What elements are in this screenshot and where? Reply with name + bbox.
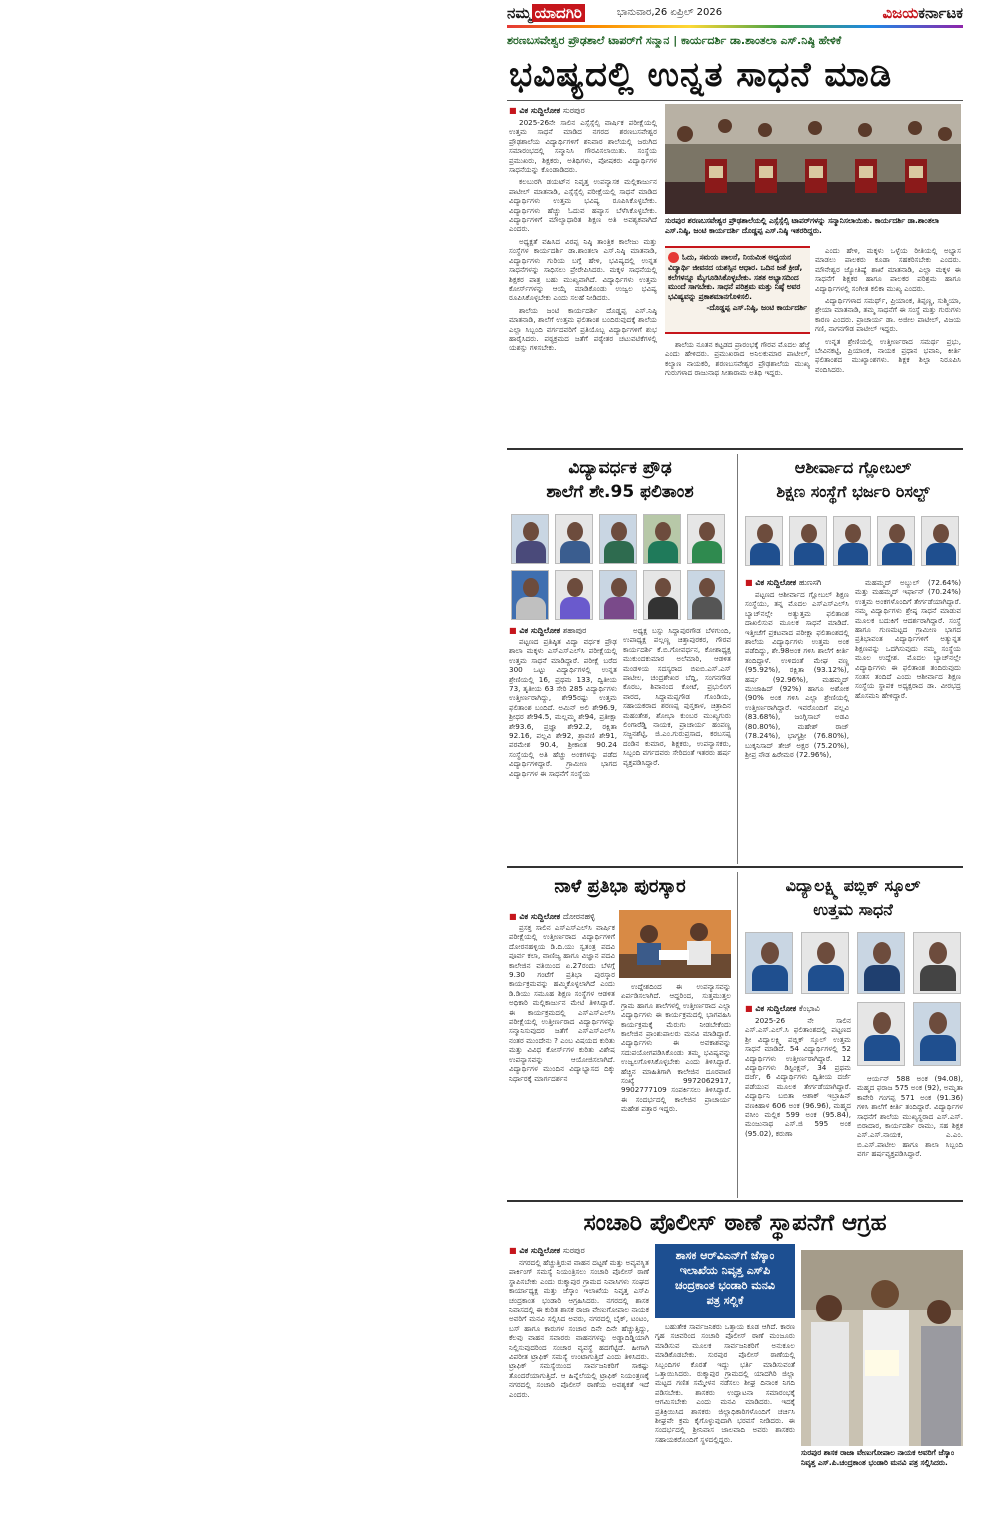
story5-headline <box>743 874 963 922</box>
paragraph: ನಗರದಲ್ಲಿ ಹೆಚ್ಚುತ್ತಿರುವ ವಾಹನ ದಟ್ಟಣೆ ಮತ್ತು ಅವ್ಯವಸ್ಥಿತ ಪಾರ್ಕಿಂಗ್ ಸಮಸ್ಯೆ ನಿಯಂತ್ರಿಸಲು ಸಂಚಾರಿ ಪೊಲೀಸ್ ಠಾಣೆ ಸ್ಥಾಪಿಸಬೇಕು ಎಂದು ರುಕ್ಮಾಪುರ ಗ್ರಾಮದ ನಿವಾಸಿಗಳು ಸಂಘದ ಕಾರ್ಯಾಧ್ಯಕ್ಷ ಮತ್ತು ಜೆಸ್ಕಾಂ ಇಲಾಖೆಯ ನಿವೃತ್ತ ಎಸ್‌ಪಿ ಚಂದ್ರಕಾಂತ ಭಂಡಾರಿ ಆಗ್ರಹಿಸಿದರು. ನಗರದಲ್ಲಿ ಶಾಸಕ ನಿವಾಸದಲ್ಲಿ ಈ ಕುರಿತ ಶಾಸಕ ರಾಜಾ ವೇಣುಗೋಪಾಲ ನಾಯಕ ಅವರಿಗೆ ಮನವಿ ಸಲ್ಲಿಸಿದ ಅವರು, ನಗರದಲ್ಲಿ ಬೈಕ್, ಟಂಟಂ, ಬಸ್ ಹಾಗೂ ಕಾರುಗಳ ಸಂಚಾರ ದಿನೇ ದಿನೇ ಹೆಚ್ಚುತ್ತಿದ್ದು, ಕೆಲವು ವಾಹನ ಸವಾರರು ವಾಹನಗಳನ್ನು ಅಡ್ಡಾದಿಡ್ಡಿಯಾಗಿ ನಿಲ್ಲಿಸುವುದರಿಂದ ಸಂಚಾರ ವ್ಯವಸ್ಥೆ ಹದಗೆಟ್ಟಿದೆ. ಹೀಗಾಗಿ ವಿಪರೀತ ಟ್ರಾಫಿಕ್ ಸಮಸ್ಯೆ ಉಂಟಾಗುತ್ತಿದೆ ಎಂದು ತಿಳಿಸಿದರು. ಟ್ರಾಫಿಕ್ ಸಮಸ್ಯೆಯಿಂದ ಸಾರ್ವಜನಿಕರಿಗೆ ಸಾಕಷ್ಟು ತೊಂದರೆಯಾಗುತ್ತಿದೆ. ಆ ಹಿನ್ನೆಲೆಯಲ್ಲಿ ಟ್ರಾಫಿಕ್ ನಿಯಂತ್ರಣಕ್ಕೆ ನಗರದಲ್ಲಿ ಸಂಚಾರಿ ಪೊಲೀಸ್ ಠಾಣೆಯ ಅವಶ್ಯಕತೆ ಇದೆ ಎಂದರು. <box>509 1258 649 1399</box>
story4-column-2 <box>621 982 731 1195</box>
byline-org: ವಿಕ ಸುದ್ದಿಲೋಕ <box>519 106 561 115</box>
paragraph: ಪ್ರಸಕ್ತ ಸಾಲಿನ ಎಸ್‌ಎಸ್‌ಎಲ್‌ಸಿ ವಾರ್ಷಿಕ ಪರೀಕ್ಷೆಯಲ್ಲಿ ಉತ್ತೀರ್ಣರಾದ ವಿದ್ಯಾರ್ಥಿಗಳಿಗೆ ದೋರನಹಳ್ಳಿಯ ಡಿ.ದಿ.ಯು ಸ್ವತಂತ್ರ ಪದವಿ ಪೂರ್ವ ಕಲಾ, ವಾಣಿಜ್ಯ ಹಾಗೂ ವಿಜ್ಞಾನ ಪದವಿ ಕಾಲೇಜಿನ ವತಿಯಿಂದ ಏ.27ರಂದು ಬೆಳಗ್ಗೆ 9.30 ಗಂಟೆಗೆ ಪ್ರತಿಭಾ ಪುರಸ್ಕಾರ ಕಾರ್ಯಕ್ರಮವನ್ನು ಹಮ್ಮಿಕೊಳ್ಳಲಾಗಿದೆ ಎಂದು ಡಿ.ಡಿಯು ಸಮೂಹ ಶಿಕ್ಷಣ ಸಂಸ್ಥೆಗಳ ಆಡಳಿತ ಅಧಿಕಾರಿ ಮಲ್ಲಿಕಾರ್ಜುನ ಮೇಟಿ ತಿಳಿಸಿದ್ದಾರೆ. ಈ ಕಾರ್ಯಕ್ರಮದಲ್ಲಿ ಎಸ್‌ಎಸ್‌ಎಲ್‌ಸಿ ಪರೀಕ್ಷೆಯಲ್ಲಿ ಉತ್ತೀರ್ಣರಾದ ವಿದ್ಯಾರ್ಥಿಗಳನ್ನು ಸನ್ಮಾನಿಸುವುದರ ಜತೆಗೆ ಎಸ್‌ಎಸ್‌ಎಲ್‌ಸಿ ನಂತರ ಮುಂದೇನು ? ಎಂಬ ವಿಷಯದ ಕುರಿತು ಮತ್ತು ವಿವಿಧ ಕೋರ್ಸ್‌ಗಳ ಕುರಿತು ವಿಶೇಷ ಉಪನ್ಯಾಸವನ್ನು ಆಯೋಜಿಸಲಾಗಿದೆ. ವಿದ್ಯಾರ್ಥಿಗಳ ಮುಂದಿನ ವಿದ್ಯಾಭ್ಯಾಸದ ದಿಕ್ಕು ನಿರ್ಧಾರಕ್ಕೆ ಮಾರ್ಗದರ್ಶನ <box>509 923 615 1083</box>
lead-kicker: ಶರಣಬಸವೇಶ್ವರ ಪ್ರೌಢಶಾಲೆ ಟಾಪರ್‌ಗೆ ಸನ್ಮಾನ | ಕಾರ್ಯದರ್ಶಿ ಡಾ.ಶಾಂತಲಾ ಎಸ್.ನಿಷ್ಠಿ ಹೇಳಿಕೆ <box>507 34 842 47</box>
student-photo <box>599 514 637 564</box>
story3-student-photos <box>745 516 963 570</box>
felicitation-photo-illustration <box>665 104 961 214</box>
student-photo <box>833 516 871 566</box>
story6-photo-caption: ಸುರಪುರ ಶಾಸಕ ರಾಜಾ ವೇಣುಗೋಪಾಲ ನಾಯಕ ಅವರಿಗೆ ಜೆಸ್ಕಾಂ ನಿವೃತ್ತ ಎಸ್.ಪಿ.ಚಂದ್ರಕಾಂತ ಭಂಡಾರಿ ಮನವಿ ಪತ್ರ ಸಲ್ಲಿಸಿದರು. <box>801 1448 955 1467</box>
student-photo <box>877 516 915 566</box>
divider <box>507 100 963 101</box>
quote-text: ಓದು, ಸಮಯ ಪಾಲನೆ, ನಿಯಮಿತ ಅಧ್ಯಯನ ವಿದ್ಯಾರ್ಥಿ ಜೀವನದ ಯಶಸ್ಸಿನ ಆಧಾರ. ಒದಿನ ಜತೆ ಕ್ರೀಡೆ, ಕಲೆಗಳನ್ನೂ ಮೈಗೂಡಿಸಿಕೊಳ್ಳಬೇಕು. ಸತತ ಅಭ್ಯಾಸದಿಂದ ಮುಂದೆ ಸಾಗಬೇಕು. ಸಾಧನೆ ಪರಿಶ್ರಮ ಮತ್ತು ನಿಷ್ಠೆ ಅವರ ಭವಿಷ್ಯವನ್ನು ಪ್ರಕಾಶಮಾನಗೊಳಿಸಲಿ. <box>668 252 803 301</box>
paragraph: ಉದ್ದೇಶದಿಂದ ಈ ಉಪನ್ಯಾಸವನ್ನು ಏರ್ಪಡಿಸಲಾಗಿದೆ. ಆದ್ದರಿಂದ, ಸುತ್ತಮುತ್ತಲ ಗ್ರಾಮ ಹಾಗೂ ಶಾಲೆಗಳಲ್ಲಿ ಉತ್ತೀರ್ಣರಾದ ಎಲ್ಲಾ ವಿದ್ಯಾರ್ಥಿಗಳು ಈ ಕಾರ್ಯಕ್ರಮದಲ್ಲಿ ಭಾಗವಹಿಸಿ ಕಾರ್ಯಕ್ರಮಕ್ಕೆ ಮೆರುಗು ನೀಡಬೇಕೆಂದು ಕಾಲೇಜಿನ ಪ್ರಾಂಶುಪಾಲರು ಮನವಿ ಮಾಡಿದ್ದಾರೆ. ವಿದ್ಯಾರ್ಥಿಗಳು ಈ ಅವಕಾಶವನ್ನು ಸದುಪಯೋಗಪಡಿಸಿಕೊಂಡು ತಮ್ಮ ಭವಿಷ್ಯವನ್ನು ಉಜ್ವಲಗೊಳಿಸಿಕೊಳ್ಳಬೇಕು ಎಂದು ತಿಳಿಸಿದ್ದಾರೆ. ಹೆಚ್ಚಿನ ಮಾಹಿತಿಗಾಗಿ ಕಾಲೇಜಿನ ದೂರವಾಣಿ ಸಂಖ್ಯೆ 9972062917, 9902777109 ಸಂಪರ್ಕಿಸಲು ತಿಳಿಸಿದ್ದಾರೆ. ಈ ಸಂದರ್ಭದಲ್ಲಿ ಕಾಲೇಜಿನ ಪ್ರಾಚಾರ್ಯ ಮಹೇಶ ಪತ್ತಾರ ಇದ್ದರು. <box>621 982 731 1114</box>
masthead-color-bar <box>507 25 963 28</box>
story3-column-2 <box>855 578 961 859</box>
story6-column-1 <box>509 1258 649 1516</box>
lead-byline: ■ ವಿಕ ಸುದ್ದಿಲೋಕ ಸುರಪುರ <box>509 106 585 115</box>
paragraph: ವಿದ್ಯಾರ್ಥಿಗಳಾದ ಸಮರ್ಥ್, ಪ್ರಿಯಾಂಕ, ತಿಪ್ಪಣ್ಣ, ಸುಶ್ಮಿಯಾ, ಶ್ರೇಯಾ ಮಾತನಾಡಿ, ತಮ್ಮ ಸಾಧನೆಗೆ ಈ ಸಂಸ್ಥೆ ಮತ್ತು ಗುರುಗಳು ಕಾರಣ ಎಂದರು. ಪ್ರಾಚಾರ್ಯ ಡಾ. ಅಜೀಲ ಪಾಟೀಲ್, ವಿಜಯ ಗಣಿ, ನಾಗನಗೌಡ ಪಾಟೀಲ್ ಇದ್ದರು. <box>815 296 961 334</box>
lead-headline: ಭವಿಷ್ಯದಲ್ಲಿ ಉನ್ನತ ಸಾಧನೆ ಮಾಡಿ <box>509 55 893 95</box>
highlight-line: ಚಂದ್ರಕಾಂತ ಭಂಡಾರಿ ಮನವಿ <box>675 1279 775 1292</box>
student-photo <box>511 514 549 564</box>
quote-bullet-icon <box>668 252 679 263</box>
student-photo <box>857 1002 905 1066</box>
student-photo <box>857 932 905 994</box>
student-photo <box>921 516 959 566</box>
headline-line: ಉತ್ತಮ ಸಾಧನೆ <box>813 900 893 919</box>
headline-line: ವಿದ್ಯಾವರ್ಧಕ ಪ್ರೌಢ <box>568 458 672 478</box>
story2-student-photos <box>511 514 733 624</box>
brand-part-b: ಯಾದಗಿರಿ <box>532 4 585 22</box>
story4-byline: ■ ವಿಕ ಸುದ್ದಿಲೋಕ ದೋರನಹಳ್ಳಿ <box>509 912 595 921</box>
brand-karnataka: ಕರ್ನಾಟಕ <box>918 4 963 22</box>
paragraph: ಅಧ್ಯಕ್ಷ ಬಸ್ಸು ಸಿದ್ದಾಪುರಗೌಡ ಬೆಳಗುಂದಿ, ಉಪಾಧ್ಯಕ್ಷ ಪಲ್ಲಣ್ಣ ಚಿತ್ತಾಪುರಕರ, ಗೌರವ ಕಾರ್ಯದರ್ಶಿ ಕೆ.ಬಿ.ಗೋವರ್ಧನ, ಕೋಶಾಧ್ಯಕ್ಷ ಮುಕುಂದಕುಮಾರ ಅಲೆಮಾರಿ, ಆಡಳಿತ ಮಂಡಳಿಯ ಸದಸ್ಯರಾದ ಬಿಐಬಿ.ಎಸ್.ಎಸ್ ಪಾಟೀಲ, ಚಂದ್ರಶೇಖರ ಬೆದ್ದಿ, ಸಂಗನಗೌಡ ಕೊರಬ, ಶಿವಾನಂದ ಕೋಟೆ, ಪ್ರಭುಲಿಂಗ ವಾರದ, ಸಿದ್ದಾಮಪ್ಪಗೌಡ ಗೊಂಡಿಯ, ಸಹಾಯಕರಾದ ಶರಣಪ್ಪ ಪುಸ್ತಕಾಳ, ಚಿತ್ರಾದಿನ ಮಹಂತೇಶ, ಶೋಭಾ ಕುಂಬರ ಮುಖ್ಯಗುರು ಲಿಂಗಾರೆಡ್ಡಿ ನಾಯಕ, ಪ್ರಾಚಾರ್ಯ ಹಂಪಣ್ಣ ಸಜ್ಜನಶೆಟ್ಟಿ, ಜಿ.ಎಂ.ಗುರುಪ್ರಸಾದ, ಕರಬಸಪ್ಪ ದಂಡಿನ ಕುಮಾರ, ಶಿಕ್ಷಕರು, ಉಪನ್ಯಾಸಕರು, ಸಿಬ್ಬಂದಿ ವರ್ಗದವರು ಸೇರಿದಂತೆ ಇತರರು ಹರ್ಷ ವ್ಯಕ್ತಪಡಿಸಿದ್ದಾರೆ. <box>623 626 731 767</box>
brand-part-a: ನಮ್ಮ <box>507 4 532 22</box>
story5-column-1 <box>745 1016 851 1194</box>
story4-column-1 <box>509 923 615 1195</box>
student-photo <box>687 514 725 564</box>
story6-photo <box>801 1250 963 1446</box>
story3-byline: ■ ವಿಕ ಸುದ್ದಿಲೋಕ ಹುಣಸಗಿ <box>745 578 822 587</box>
story2-column-2 <box>623 626 731 859</box>
section-divider <box>507 448 963 450</box>
memorandum-photo-illustration <box>801 1250 963 1446</box>
student-photo <box>599 570 637 620</box>
lead-column-1 <box>509 118 657 443</box>
headline-line: ವಿದ್ಯಾಲಕ್ಷ್ಮಿ ಪಬ್ಲಿಕ್ ಸ್ಕೂಲ್ <box>785 876 921 895</box>
student-photo <box>687 570 725 620</box>
student-photo <box>913 1002 961 1066</box>
headline-line: ಶಿಕ್ಷಣ ಸಂಸ್ಥೆಗೆ ಭರ್ಜರಿ ರಿಸಲ್ಟ್ <box>776 482 930 501</box>
byline-org: ವಿಕ ಸುದ್ದಿಲೋಕ <box>519 912 561 921</box>
newspaper-page <box>507 0 963 1521</box>
officials-photo-illustration <box>619 910 731 978</box>
paragraph: ಪಟ್ಟಣದ ಪ್ರತಿಷ್ಠಿತ ವಿದ್ಯಾ ವರ್ಧಕ ಪ್ರೌಢ ಶಾಲಾ ಮಕ್ಕಳು ಎಸ್‌ಎಸ್‌ಎಲ್‌ಸಿ ಪರೀಕ್ಷೆಯಲ್ಲಿ ಉತ್ತಮ ಸಾಧನೆ ಮಾಡಿದ್ದಾರೆ. ಪರೀಕ್ಷೆ ಬರೆದ 300 ಒಟ್ಟು ವಿದ್ಯಾರ್ಥಿಗಳಲ್ಲಿ ಉನ್ನತ ಶ್ರೇಣಿಯಲ್ಲಿ 16, ಪ್ರಥಮ 133, ದ್ವಿತೀಯ 73, ತೃತೀಯ 63 ಸೇರಿ 285 ವಿದ್ಯಾರ್ಥಿಗಳು ಉತ್ತೀರ್ಣರಾಗಿದ್ದು, ಶೇ95ರಷ್ಟು ಉತ್ತಮ ಫಲಿತಾಂಶ ಬಂದಿದೆ. ಅಮಿನ್ ಅಲಿ ಶೇ96.9, ಶ್ರೀಧರ ಶೇ94.5, ಮಲ್ಲಮ್ಮ ಶೇ94, ಪ್ರತೀಕ್ಷಾ ಶೇ93.6, ಪ್ರಜ್ಞಾ ಶೇ92.2, ರಕ್ಷಿತಾ 92.16, ಪಲ್ಲವಿ ಶೇ92, ಶ್ರಾವಣಿ ಶೇ91, ಪರಮೇಶ 90.4, ಶ್ರೀಕಾಂತ 90.24 ಸಂಸ್ಥೆಯಲ್ಲಿ ಅತಿ ಹೆಚ್ಚು ಅಂಕಗಳನ್ನು ಪಡೆದ ವಿದ್ಯಾರ್ಥಿಗಳಿದ್ದಾರೆ. ಗ್ರಾಮೀಣ ಭಾಗದ ವಿದ್ಯಾರ್ಥಿಗಳ ಈ ಸಾಧನೆಗೆ ಸಂಸ್ಥೆಯ <box>509 637 617 778</box>
highlight-line: ಶಾಸಕ ಆರ್‌ವಿಎನ್‌ಗೆ ಜೆಸ್ಕಾಂ <box>675 1249 775 1262</box>
byline-place: ಕೆಂಭಾವಿ <box>798 1004 820 1013</box>
byline-place: ದೋರನಹಳ್ಳಿ <box>562 912 595 921</box>
byline-place: ಶಹಾಪುರ <box>562 626 587 635</box>
issue-date: ಭಾನುವಾರ,26 ಏಪ್ರಿಲ್ 2026 <box>617 7 723 18</box>
story2-column-1 <box>509 637 617 859</box>
byline-org: ವಿಕ ಸುದ್ದಿಲೋಕ <box>755 1004 797 1013</box>
byline-org: ವಿಕ ಸುದ್ದಿಲೋಕ <box>519 626 561 635</box>
byline-place: ಹುಣಸಗಿ <box>798 578 822 587</box>
paragraph: 2025-26ನೇ ಸಾಲಿನ ಎಸ್ಸೆಸ್ಸೆಲ್ಸಿ ವಾರ್ಷಿಕ ಪರೀಕ್ಷೆಯಲ್ಲಿ ಉತ್ತಮ ಸಾಧನೆ ಮಾಡಿದ ನಗರದ ಶರಣಬಸವೇಶ್ವರ ಪ್ರೌಢಶಾಲೆಯ ವಿದ್ಯಾರ್ಥಿಗಳಿಗೆ ಶನಿವಾರ ಶಾಲೆಯಲ್ಲಿ ಜರುಗಿದ ಸಮಾರಂಭದಲ್ಲಿ ಸನ್ಮಾನಿಸಿ ಗೌರವಿಸಲಾಯಿತು. ಸಂಸ್ಥೆಯ ಪ್ರಮುಖರು, ಶಿಕ್ಷಕರು, ಅತಿಥಿಗಳು, ಪೋಷಕರು ವಿದ್ಯಾರ್ಥಿಗಳ ಸಾಧನೆಯನ್ನು ಕೊಂಡಾಡಿದರು. <box>509 118 657 175</box>
paragraph: ಶಾಲೆಯ ನೂತನ ಕಟ್ಟಡದ ಪ್ರಾರಂಭಕ್ಕೆ ಗೌರವ ಮೊದಲ ಹೆಜ್ಜೆ ಎಂದು ಹೇಳಿದರು. ಪ್ರಮುಖರಾದ ಅನಿಲಕುಮಾರ ಪಾಟೀಲ್, ಕಲ್ಯಾಣ ನಾಯಕರಿ, ಶರಣಬಸವೇಶ್ವರ ಪ್ರೌಢಶಾಲೆಯ ಮುಖ್ಯ ಗುರುಗಳಾದ ರಾಜುನಾಥ ಸೀತಾರಾಮ ಅತಿಥಿ ಇದ್ದರು. <box>665 340 810 378</box>
story2-headline <box>509 456 731 504</box>
story6-byline: ■ ವಿಕ ಸುದ್ದಿಲೋಕ ಸುರಪುರ <box>509 1246 585 1255</box>
local-edition-brand <box>507 4 585 22</box>
highlight-line: ಪತ್ರ ಸಲ್ಲಿಕೆ <box>706 1294 744 1307</box>
student-photo <box>643 514 681 564</box>
paragraph: ಉನ್ನತ ಶ್ರೇಣಿಯಲ್ಲಿ ಉತ್ತೀರ್ಣರಾದ ಸಮರ್ಥ ಪ್ರಭು, ಬೇವಿನಕಟ್ಟಿ, ಪ್ರಿಯಾಂಕ, ನಾಯಕ ಪ್ರಧಾನ ಭವಾನಿ, ಕೀರ್ತಿ ಫಲಿತಾಂಶದ ಮುಖ್ಯಾಂಶಗಳು. ಶಿಕ್ಷಕ ಶಿಲ್ಪಾ ನಿರೂಪಿಸಿ ವಂದಿಸಿದರು. <box>815 336 961 374</box>
student-photo <box>643 570 681 620</box>
student-photo <box>555 570 593 620</box>
story6-highlight-box <box>655 1244 795 1318</box>
story5-byline: ■ ವಿಕ ಸುದ್ದಿಲೋಕ ಕೆಂಭಾವಿ <box>745 1004 820 1013</box>
story6-column-2 <box>655 1322 795 1516</box>
lead-photo-caption: ಸುರಪುರ ಶರಣಬಸವೇಶ್ವರ ಪ್ರೌಢಶಾಲೆಯಲ್ಲಿ ಎಸ್ಸೆಸ್ಸೆಲ್ಸಿ ಟಾಪರ್‌ಗಳನ್ನು ಸನ್ಮಾನಿಸಲಾಯಿತು. ಕಾರ್ಯದರ್ಶಿ ಡಾ.ಶಾಂತಲಾ ಎಸ್.ನಿಷ್ಠಿ, ಜಂಟಿ ಕಾರ್ಯದರ್ಶಿ ದೊಡ್ಡಪ್ಪ ಎಸ್.ನಿಷ್ಠಿ ಇತರರಿದ್ದರು. <box>665 216 940 235</box>
paragraph: ಶಾಲೆಯ ಜಂಟಿ ಕಾರ್ಯದರ್ಶಿ ದೊಡ್ಡಪ್ಪ ಎಸ್.ನಿಷ್ಠಿ ಮಾತನಾಡಿ, ಶಾಲೆಗೆ ಉತ್ತಮ ಫಲಿತಾಂಶ ಬಂದಿರುವುದಕ್ಕೆ ಶಾಲೆಯ ಎಲ್ಲಾ ಸಿಬ್ಬಂದಿ ವರ್ಗದವರಿಗೆ ಪ್ರತಿಯೊಬ್ಬ ವಿದ್ಯಾರ್ಥಿಗಳಿಗೆ ಶುಭ ಹಾರೈಸಿದರು. ಪಠ್ಯಕ್ರಮದ ಜತೆಗೆ ಪಠ್ಯೇತರ ಚಟುವಟಿಕೆಗಳಲ್ಲಿ ಯಶಸ್ಸು ಗಳಿಸಬೇಕು. <box>509 305 657 353</box>
student-photo <box>555 514 593 564</box>
student-photo <box>913 932 961 994</box>
story4-photo <box>619 910 731 978</box>
headline-line: ಶಾಲೆಗೆ ಶೇ.95 ಫಲಿತಾಂಶ <box>546 482 694 502</box>
byline-place: ಸುರಪುರ <box>562 1246 585 1255</box>
paragraph: ಬಹುತೇಕ ಸಾರ್ವಜನಿಕರು ಒತ್ತಾಯ ಕೂಡ ಆಗಿದೆ. ಕಾರಣ ಗೃಹ ಸಚಿವರಿಂದ ಸಂಚಾರಿ ಪೊಲೀಸ್ ಠಾಣೆ ಮಂಜೂರು ಮಾಡಿಸುವ ಮೂಲಕ ಸಾರ್ವಜನಿಕರಿಗೆ ಅನುಕೂಲ ಮಾಡಿಕೊಡಬೇಕು. ಸುರಪುರ ಪೊಲೀಸ್ ಠಾಣೆಯಲ್ಲಿ ಸಿಬ್ಬಂದಿಗಳ ಕೊರತೆ ಇದ್ದು ಭರ್ತಿ ಮಾಡಿಸುವಂತೆ ಒತ್ತಾಯಿಸಿದರು. ರುಕ್ಮಾಪುರ ಗ್ರಾಮದಲ್ಲಿ ಯಾದಗಿರಿ ಜಿಲ್ಲಾ ಮಟ್ಟದ ಗಣಿತ ಸಮ್ಮೇಳನ ನಡೆಸಲು ಶೀಘ್ರ ದಿನಾಂಕ ನಿಗದಿ ಪಡಿಸಬೇಕು. ಶಾಸಕರು ಉದ್ಘಾಟನಾ ಸಮಾರಂಭಕ್ಕೆ ಆಗಮಿಸಬೇಕು ಎಂದು ಮನವಿ ಮಾಡಿದರು. ಇದಕ್ಕೆ ಪ್ರತಿಕ್ರಿಯಿಸಿದ ಶಾಸಕರು ಜಿಲ್ಲಾಧಿಕಾರಿಗಳೊಂದಿಗೆ ಚರ್ಚಿಸಿ ಶೀಘ್ರವೇ ಕ್ರಮ ಕೈಗೊಳ್ಳುವುದಾಗಿ ಭರವಸೆ ನೀಡಿದರು. ಈ ಸಂದರ್ಭದಲ್ಲಿ ಶ್ರೀನಿವಾಸ ಜಾಲವಾದಿ ಅವರು ಶಾಸಕರು ಸಹಾಯಕರೊಂದಿಗೆ ಸ್ಥಳದಲ್ಲಿದ್ದರು. <box>655 1322 795 1444</box>
section-divider <box>507 866 963 868</box>
story3-column-1 <box>745 590 849 859</box>
story6-headline: ಸಂಚಾರಿ ಪೊಲೀಸ್ ಠಾಣೆ ಸ್ಥಾಪನೆಗೆ ಆಗ್ರಹ <box>583 1210 887 1236</box>
section-divider <box>507 1200 963 1202</box>
paragraph: ಮಹಮ್ಮದ್ ಅಬ್ದುಲ್ (72.64%) ಮತ್ತು ಮಹಮ್ಮದ್ ಇರ್ಫಾನ್ (70.24%) ಉತ್ತಮ ಅಂಕಗಳೊಂದಿಗೆ ತೇರ್ಗಡೆಯಾಗಿದ್ದಾರೆ. ನಮ್ಮ ವಿದ್ಯಾರ್ಥಿಗಳು ಶ್ರೇಷ್ಠ ಸಾಧನೆ ಮಾಡುವ ಮೂಲಕ ಬದುಕಿಗೆ ಆದರ್ಶರಾಗಿದ್ದಾರೆ. ಸಂಸ್ಥೆ ಹಾಗೂ ಗುಣಮಟ್ಟದ ಗ್ರಾಮೀಣ ಭಾಗದ ಪ್ರತಿಭಾವಂತ ವಿದ್ಯಾರ್ಥಿಗಳಿಗೆ ಅತ್ಯುನ್ನತ ಶಿಕ್ಷಣವನ್ನು ಒದಗಿಸುವುದು ನಮ್ಮ ಸಂಸ್ಥೆಯ ಮೂಲ ಉದ್ದೇಶ. ಮೊದಲ ಬ್ಯಾಚ್‌ನಲ್ಲೇ ವಿದ್ಯಾರ್ಥಿಗಳು ಈ ಫಲಿತಾಂಶ ತಂದಿರುವುದು ಸಂತಸ ತಂದಿದೆ ಎಂದು ಆಶೀರ್ವಾದ ಶಿಕ್ಷಣ ಸಂಸ್ಥೆಯ ಸ್ಥಾಪಕ ಅಧ್ಯಕ್ಷರಾದ ಡಾ. ವೀರಭದ್ರ ಹೊಸಮನಿ ಹೇಳಿದ್ದಾರೆ. <box>855 578 961 700</box>
lead-column-2 <box>665 340 810 443</box>
student-photo <box>801 932 849 994</box>
quote-attribution: -ದೊಡ್ಡಪ್ಪ ಎಸ್.ನಿಷ್ಠಿ, ಜಂಟಿ ಕಾರ್ಯದರ್ಶಿ <box>706 303 807 313</box>
column-divider <box>737 872 738 1198</box>
lead-column-3 <box>815 246 961 443</box>
brand-vijaya: ವಿಜಯ <box>882 4 919 22</box>
newspaper-brand <box>882 4 963 22</box>
byline-place: ಸುರಪುರ <box>562 106 585 115</box>
lead-photo <box>665 104 961 214</box>
paragraph: ಕಲಬುರಗಿ ಡಯಟ್‌ನ ನಿವೃತ್ತ ಉಪನ್ಯಾಸಕ ಮಲ್ಲಿಕಾರ್ಜುನ ಪಾಟೀಲ್ ಮಾತನಾಡಿ, ಎಸ್ಸೆಸ್ಸೆಲ್ಸಿ ಪರೀಕ್ಷೆಯಲ್ಲಿ ಸಾಧನೆ ಮಾಡಿದ ವಿದ್ಯಾರ್ಥಿಗಳು ಉತ್ತಮ ಭವಿಷ್ಯ ರೂಪಿಸಿಕೊಳ್ಳಬೇಕು. ವಿದ್ಯಾರ್ಥಿಗಳು ಹೆಚ್ಚು ಓದುವ ಹವ್ಯಾಸ ಬೆಳೆಸಿಕೊಳ್ಳಬೇಕು. ವಿದ್ಯಾರ್ಥಿಗಳಿಗೆ ಮೌಲ್ಯಾಧಾರಿತ ಶಿಕ್ಷಣ ಅತಿ ಅವಶ್ಯಕವಾಗಿದೆ ಎಂದರು. <box>509 177 657 234</box>
student-photo <box>745 932 793 994</box>
story2-byline: ■ ವಿಕ ಸುದ್ದಿಲೋಕ ಶಹಾಪುರ <box>509 626 587 635</box>
story5-student-photos-bottom <box>857 1002 963 1068</box>
student-photo <box>511 570 549 620</box>
byline-org: ವಿಕ ಸುದ್ದಿಲೋಕ <box>519 1246 561 1255</box>
story5-column-2 <box>857 1074 963 1194</box>
paragraph: ಪಟ್ಟಣದ ಆಶೀರ್ವಾದ ಗ್ಲೋಬಲ್ ಶಿಕ್ಷಣ ಸಂಸ್ಥೆಯು, ತನ್ನ ಮೊದಲ ಎಸ್‌ಎಸ್‌ಎಲ್‌ಸಿ ಬ್ಯಾಚ್‌ನಲ್ಲೇ ಅತ್ಯುತ್ತಮ ಫಲಿತಾಂಶ ದಾಖಲಿಸುವ ಮೂಲಕ ಸಾಧನೆ ಮಾಡಿದೆ. ಇತ್ತೀಚೆಗೆ ಪ್ರಕಟವಾದ ಪರೀಕ್ಷಾ ಫಲಿತಾಂಶದಲ್ಲಿ ಶಾಲೆಯ ವಿದ್ಯಾರ್ಥಿಗಳು ಉತ್ತಮ ಅಂಕ ಪಡೆದಿದ್ದು, ಶೇ.98ಅಂಕ ಗಳಿಸಿ ಶಾಲೆಗೆ ಕೀರ್ತಿ ತಂದಿದ್ದಾಳೆ. ಉಳಿದಂತೆ ಮೇಘ ವಣ್ಣ (95.92%), ರಕ್ಷಿತಾ (93.12%), ಹರ್ಷ (92.96%), ಮಹಮ್ಮದ್ ಮುಜಾಹಿದ್ (92%) ಹಾಗೂ ಅಶೋಕ (90% ಅಂಕ ಗಳಿಸಿ ಎಲ್ಲಾ ಶ್ರೇಣಿಯಲ್ಲಿ ಉತ್ತೀರ್ಣರಾಗಿದ್ದಾರೆ. ಇವರೊಂದಿಗೆ ಪಲ್ಲವಿ (83.68%), ಜಂಗ್ಲಿಸಾಬ್ ಅಡವಿ (80.80%), ಮಹೇಶ್ ರಾಜ್ (78.24%), ಭಾಗ್ಯಶ್ರೀ (76.80%), ಬುಕ್ಕನಿಸಾದ್ ತೇಜ್ ಅಕ್ಷರ (75.20%), ಶ್ರೀಪ್ರ ನೌಡ ಹಿರೇಮಠ (72.96%), <box>745 590 849 759</box>
student-photo <box>789 516 827 566</box>
byline-org: ವಿಕ ಸುದ್ದಿಲೋಕ <box>755 578 797 587</box>
masthead <box>507 4 963 26</box>
paragraph: 2025-26 ನೇ ಸಾಲಿನ ಎಸ್.ಎಸ್.ಎಲ್.ಸಿ ಫಲಿತಾಂಶದಲ್ಲಿ ಪಟ್ಟಣದ ಶ್ರೀ ವಿದ್ಯಾಲಕ್ಷ್ಮಿ ಪಬ್ಲಿಕ್ ಸ್ಕೂಲ್ ಉತ್ತಮ ಸಾಧನೆ ಮಾಡಿದೆ. 54 ವಿದ್ಯಾರ್ಥಿಗಳಲ್ಲಿ 52 ವಿದ್ಯಾರ್ಥಿಗಳು ಉತ್ತೀರ್ಣರಾಗಿದ್ದಾರೆ. 12 ವಿದ್ಯಾರ್ಥಿಗಳು ಡಿಸ್ಟಿಂಕ್ಷನ್, 34 ಪ್ರಥಮ ದರ್ಜೆ, 6 ವಿದ್ಯಾರ್ಥಿಗಳು ದ್ವಿತೀಯ ದರ್ಜೆ ಪಡೆಯುವ ಮೂಲಕ ತೇರ್ಗಡೆಯಾಗಿದ್ದಾರೆ. ವಿದ್ಯಾರ್ಥಿನಿ ಬಬಿತಾ ಆಶಾಕ್ ಇಬ್ರಾಹಿನ್ ವಣಕಿಹಾಳ 606 ಅಂಕ (96.96), ಮಹ್ಮದ ವಸೀಂ ಮಲ್ಲಿಕ 599 ಅಂಕ (95.84), ಮಂಜುನಾಥ ಎಸ್.ಜಿ 595 ಅಂಕ (95.02), ಕರುಣಾ <box>745 1016 851 1138</box>
lead-quote-box <box>665 246 810 334</box>
highlight-line: ಇಲಾಖೆಯ ನಿವೃತ್ತ ಎಸ್‌ಪಿ <box>679 1264 771 1277</box>
story5-student-photos-top <box>745 932 963 998</box>
column-divider <box>737 454 738 864</box>
paragraph: ಅಧ್ಯಕ್ಷತೆ ವಹಿಸಿದ ವಿರಪ್ಪ ನಿಷ್ಠಿ ತಾಂತ್ರಿಕ ಕಾಲೇಜು ಮತ್ತು ಸಂಸ್ಥೆಗಳ ಕಾರ್ಯದರ್ಶಿ ಡಾ.ಶಾಂತಲಾ ಎಸ್.ನಿಷ್ಠಿ ಮಾತನಾಡಿ, ವಿದ್ಯಾರ್ಥಿಗಳು ಗುರಿಯ ಬಗ್ಗೆ ಹೇಳಿ, ಭವಿಷ್ಯದಲ್ಲಿ ಉನ್ನತ ಸಾಧನೆಗಳನ್ನು ಸಾಧಿಸಲು ಪ್ರೇರೇಪಿಸಿದರು. ಮಕ್ಕಳ ಸಾಧನೆಯಲ್ಲಿ ಶಿಕ್ಷಕರ ಪಾತ್ರ ಬಹು ಮುಖ್ಯವಾಗಿದೆ. ವಿದ್ಯಾರ್ಥಿಗಳು ಉತ್ತಮ ಕೋರ್ಸ್‌ಗಳನ್ನು ಆಯ್ಕೆ ಮಾಡಿಕೊಂಡು ಉಜ್ವಲ ಭವಿಷ್ಯ ರೂಪಿಸಿಕೊಳ್ಳಬೇಕು ಎಂದು ಸಲಹೆ ನೀಡಿದರು. <box>509 236 657 303</box>
paragraph: ಎಂದು ಹೇಳಿ, ಮಕ್ಕಳು ಒಳ್ಳೆಯ ರೀತಿಯಲ್ಲಿ ಅಭ್ಯಾಸ ಮಾಡಲು ಪಾಲಕರು ಕೂಡಾ ಸಹಕರಿಸಬೇಕು ಎಂದರು. ಮೌನೇಶ್ವರ ಜ್ಯೋತಿಷ್ಯೆ ಶಾಖೆ ಮಾತನಾಡಿ, ಎಲ್ಲಾ ಮಕ್ಕಳ ಈ ಸಾಧನೆಗೆ ಶಿಕ್ಷಕರ ಹಾಗೂ ಪಾಲಕರ ಪರಿಶ್ರಮ ಹಾಗೂ ವಿದ್ಯಾರ್ಥಿಗಳಲ್ಲಿ ಸಂಗೀತ ಕಲಿಕಾ ಮುಖ್ಯ ಎಂದರು. <box>815 246 961 293</box>
paragraph: ಆರ್ಯನ್ 588 ಅಂಕ (94.08), ಮಹ್ಮದ ಫರಾಜ 575 ಅಂಕ (92), ಅಮೃತಾ ಕಾವೇರಿ ಗಂಗಪ್ಪ 571 ಅಂಕ (91.36) ಗಳಿಸಿ ಶಾಲೆಗೆ ಕೀರ್ತಿ ತಂದಿದ್ದಾರೆ. ವಿದ್ಯಾರ್ಥಿಗಳ ಸಾಧನೆಗೆ ಶಾಲೆಯ ಮುಖ್ಯಸ್ಥರಾದ ಎಸ್.ಎಸ್. ಬಿರಾದಾರ, ಕಾರ್ಯದರ್ಶಿ ರಾಮು, ಸಹ ಶಿಕ್ಷಕ ಎಸ್.ಎಸ್.ನಾಯಕ, ಎ.ಎಂ. ಬಿ.ಎಸ್.ಪಾಟೀಲ ಹಾಗೂ ಶಾಲಾ ಸಿಬ್ಬಂದಿ ವರ್ಗ ಹರ್ಷವ್ಯಕ್ತಪಡಿಸಿದ್ದಾರೆ. <box>857 1074 963 1159</box>
story3-headline <box>743 456 963 504</box>
student-photo <box>745 516 783 566</box>
story4-headline: ನಾಳೆ ಪ್ರತಿಭಾ ಪುರಸ್ಕಾರ <box>554 876 686 897</box>
headline-line: ಆಶೀರ್ವಾದ ಗ್ಲೋಬಲ್ <box>794 458 912 477</box>
